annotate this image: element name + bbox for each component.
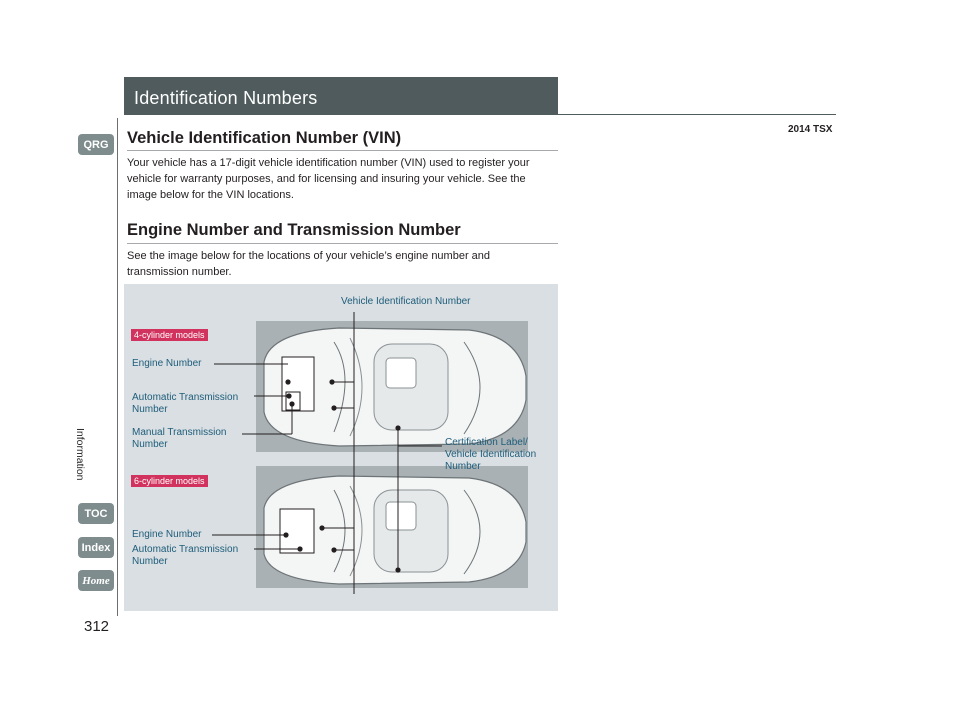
car-top-view-4cyl [264, 328, 526, 446]
engine-line-2: transmission number. [127, 266, 232, 278]
auto-transmission-callout [132, 392, 238, 416]
four-cylinder-tag: 4-cylinder models [131, 329, 208, 341]
home-tab[interactable] [78, 570, 114, 591]
manual-transmission-line-1: Manual Transmission [132, 427, 227, 438]
manual-transmission-callout [132, 427, 226, 451]
qrg-tab[interactable]: QRG [78, 134, 114, 155]
page-title: Identification Numbers [134, 88, 318, 108]
engine-paragraph [127, 248, 562, 280]
engine-number-6cyl-callout: Engine Number [132, 529, 202, 540]
certification-line-2: Vehicle Identification [445, 449, 537, 460]
certification-line-1: Certification Label/ [445, 437, 528, 448]
header-rule [558, 114, 836, 115]
auto-transmission-line-2: Number [132, 404, 168, 415]
model-badge: 2014 TSX [788, 124, 833, 135]
manual-transmission-line-2: Number [132, 439, 168, 450]
page-number: 312 [84, 618, 110, 635]
vin-section-rule [127, 150, 558, 151]
engine-line-1: See the image below for the locations of your vehicle’s engine number and [127, 250, 491, 262]
vin-line-3: image below for the VIN locations. [127, 189, 294, 201]
index-tab[interactable]: Index [78, 537, 114, 558]
vin-section-title: Vehicle Identification Number (VIN) [127, 129, 402, 147]
auto-transmission-line-1: Automatic Transmission [132, 392, 239, 403]
auto-transmission-6cyl-callout [132, 544, 238, 568]
engine-section-title: Engine Number and Transmission Number [127, 221, 461, 239]
car-top-view-6cyl [264, 476, 526, 584]
vin-paragraph [127, 155, 562, 203]
auto-transmission-6cyl-line-1: Automatic Transmission [132, 544, 239, 555]
home-icon: Home [82, 574, 110, 587]
vin-line-1: Your vehicle has a 17-digit vehicle identification number (VIN) used to register your [127, 157, 530, 169]
engine-section-rule [127, 243, 558, 244]
side-rule [117, 118, 118, 616]
six-cylinder-tag: 6-cylinder models [131, 475, 208, 487]
engine-number-callout: Engine Number [132, 358, 202, 369]
vin-line-2: vehicle for warranty purposes, and for licensing and insuring your vehicle. See the [127, 173, 526, 185]
auto-transmission-6cyl-line-2: Number [132, 556, 168, 567]
toc-tab[interactable]: TOC [78, 503, 114, 524]
vin-callout: Vehicle Identification Number [341, 296, 471, 307]
section-label: Information [74, 428, 86, 481]
certification-label-callout [445, 437, 536, 473]
certification-line-3: Number [445, 461, 481, 472]
